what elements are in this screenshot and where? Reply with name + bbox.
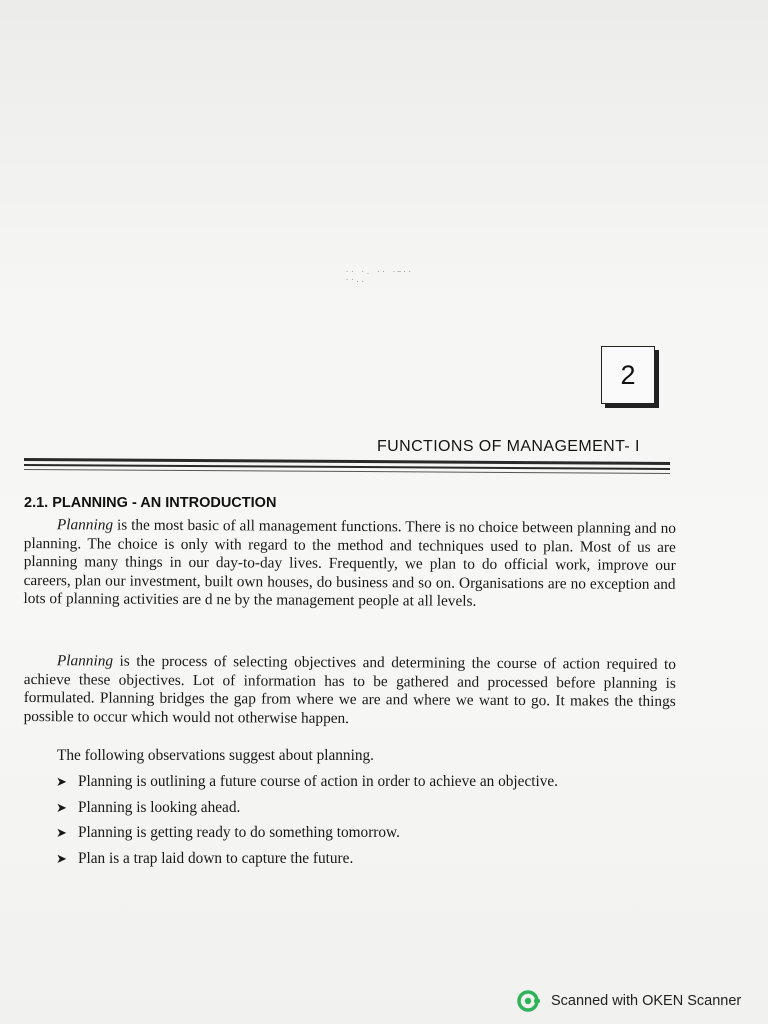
list-item-text: Planning is outlining a future course of action in order to achieve an objective. [78, 773, 559, 790]
chapter-number: 2 [620, 359, 636, 390]
list-item-text: Plan is a trap laid down to capture the future. [78, 849, 354, 867]
paragraph-body: is the most basic of all management functions. There is no choice between planning and no planning. The choice is only with regard to the method and techniques used to plan. Most of us are planning many things in our day-to-day lives. Frequently, we plan to do official work, improve our careers, plan our investment, built own houses, do business and so on. Organisations are no exception and lots of planning activities are d ne by the management people at all levels. [23, 516, 676, 610]
list-item-text: Planning is getting ready to do something tomorrow. [78, 824, 400, 841]
arrow-bullet-icon: ➤ [56, 851, 67, 867]
paragraph-lead-term: Planning [56, 652, 114, 670]
paragraph-body: is the process of selecting objectives and determining the course of action required to achieve these objectives. Lot of information has to be gathered and processed before planning is formulated. Planning bridges the gap from where we are and where we want to go. It makes the things possible to occur which would not otherwise happen. [23, 652, 676, 727]
section-heading: 2.1. PLANNING - AN INTRODUCTION [24, 495, 277, 511]
scanner-watermark [517, 990, 741, 1012]
paragraph-lead-term: Planning [56, 516, 114, 534]
list-item [56, 824, 558, 850]
arrow-bullet-icon: ➤ [56, 800, 67, 816]
list-item-text: Planning is looking ahead. [78, 798, 241, 816]
title-rule-thin [24, 469, 670, 474]
observations-list [56, 773, 558, 875]
oken-scanner-logo-icon [517, 990, 541, 1012]
paragraph-planning-process [24, 652, 676, 730]
list-item [56, 773, 558, 799]
paragraph-planning-basics [23, 516, 676, 612]
chapter-number-box [601, 346, 655, 404]
observations-intro: The following observations suggest about planning. [57, 747, 374, 764]
chapter-title: FUNCTIONS OF MANAGEMENT- I [377, 438, 640, 455]
scanner-watermark-text: Scanned with OKEN Scanner [551, 993, 742, 1009]
list-item [56, 799, 558, 825]
arrow-bullet-icon: ➤ [56, 775, 67, 790]
list-item [56, 850, 558, 876]
scan-smudge-mark: ·· ·. ·· ·~·· ··.. [345, 268, 413, 284]
arrow-bullet-icon: ➤ [56, 826, 67, 841]
